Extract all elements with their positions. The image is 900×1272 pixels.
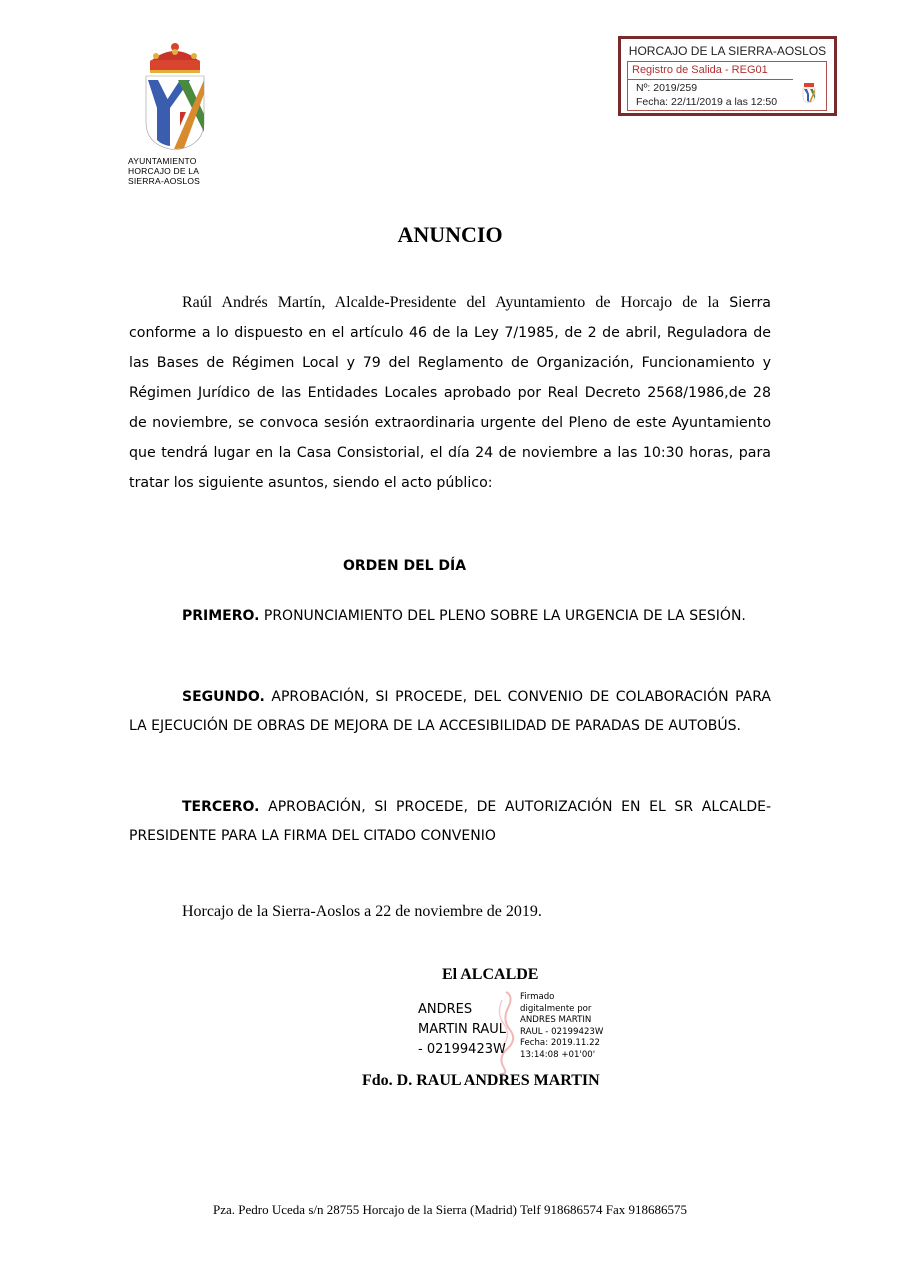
municipality-name: AYUNTAMIENTO HORCAJO DE LA SIERRA-AOSLOS [128,156,201,186]
signature-title: El ALCALDE [442,966,539,983]
stamp-date: Fecha: 22/11/2019 a las 12:50 [636,96,778,108]
agenda-item-text: PRONUNCIAMIENTO DEL PLENO SOBRE LA URGENCIA DE LA SESIÓN. [263,608,746,624]
signer-name: ANDRES MARTIN RAUL - 02199423W [418,1002,506,1057]
intro-sans-text: Sierra conforme a lo dispuesto en el artículo 46 de la Ley 7/1985, de 2 de abril, Reguladora de las Bases de Régimen Local y 79 del Reglamento de Organización, Funcionamiento y Régimen Jurídico de las Entidades Locales aprobado por Real Decreto 2568/1986,de 28 de noviembre, se convoca sesión extraordinaria urgente del Pleno de este Ayuntamiento que tendrá lugar en la Casa Consistorial, el día 24 de noviembre a las 10:30 horas, para tratar los siguiente asuntos, siendo el acto público: [129,295,771,491]
place-and-date: Horcajo de la Sierra-Aoslos a 22 de noviembre de 2019. [182,903,542,920]
stamp-registro: Registro de Salida - REG01 [632,64,768,76]
municipal-coat-of-arms-icon [140,42,210,152]
agenda-item-primero [129,602,771,631]
agenda-item-text: APROBACIÓN, SI PROCEDE, DE AUTORIZACIÓN EN EL SR ALCALDE-PRESIDENTE PARA LA FIRMA DEL CITADO CONVENIO [129,799,771,844]
agenda-item-label: TERCERO. [182,799,260,815]
agenda-item-segundo [129,683,771,741]
mini-coat-of-arms-icon [802,82,816,104]
agenda-item-label: SEGUNDO. [182,689,265,705]
document-title: ANUNCIO [397,222,503,247]
intro-serif-text: Raúl Andrés Martín, Alcalde-Presidente del Ayuntamiento de Horcajo de la [182,294,720,311]
agenda-item-text: APROBACIÓN, SI PROCEDE, DEL CONVENIO DE COLABORACIÓN PARA LA EJECUCIÓN DE OBRAS DE MEJORA DE LA ACCESIBILIDAD DE PARADAS DE AUTOBÚS. [129,689,771,734]
digital-signature-info: Firmado digitalmente por ANDRES MARTIN RAUL - 02199423W Fecha: 2019.11.22 13:14:08 +01'00' [520,992,604,1060]
stamp-inner-box [627,61,827,111]
intro-paragraph [129,288,771,498]
agenda-item-tercero [129,793,771,851]
stamp-number: Nº: 2019/259 [636,82,698,94]
signed-by: Fdo. D. RAUL ANDRES MARTIN [362,1072,600,1089]
agenda-item-label: PRIMERO. [182,608,260,624]
municipality-logo [128,42,238,186]
agenda-title: ORDEN DEL DÍA [343,558,467,574]
stamp-divider [628,79,793,80]
registry-stamp [618,36,837,116]
footer-address: Pza. Pedro Uceda s/n 28755 Horcajo de la Sierra (Madrid) Telf 918686574 Fax 918686575 [213,1202,687,1217]
stamp-title: HORCAJO DE LA SIERRA-AOSLOS [628,44,827,58]
